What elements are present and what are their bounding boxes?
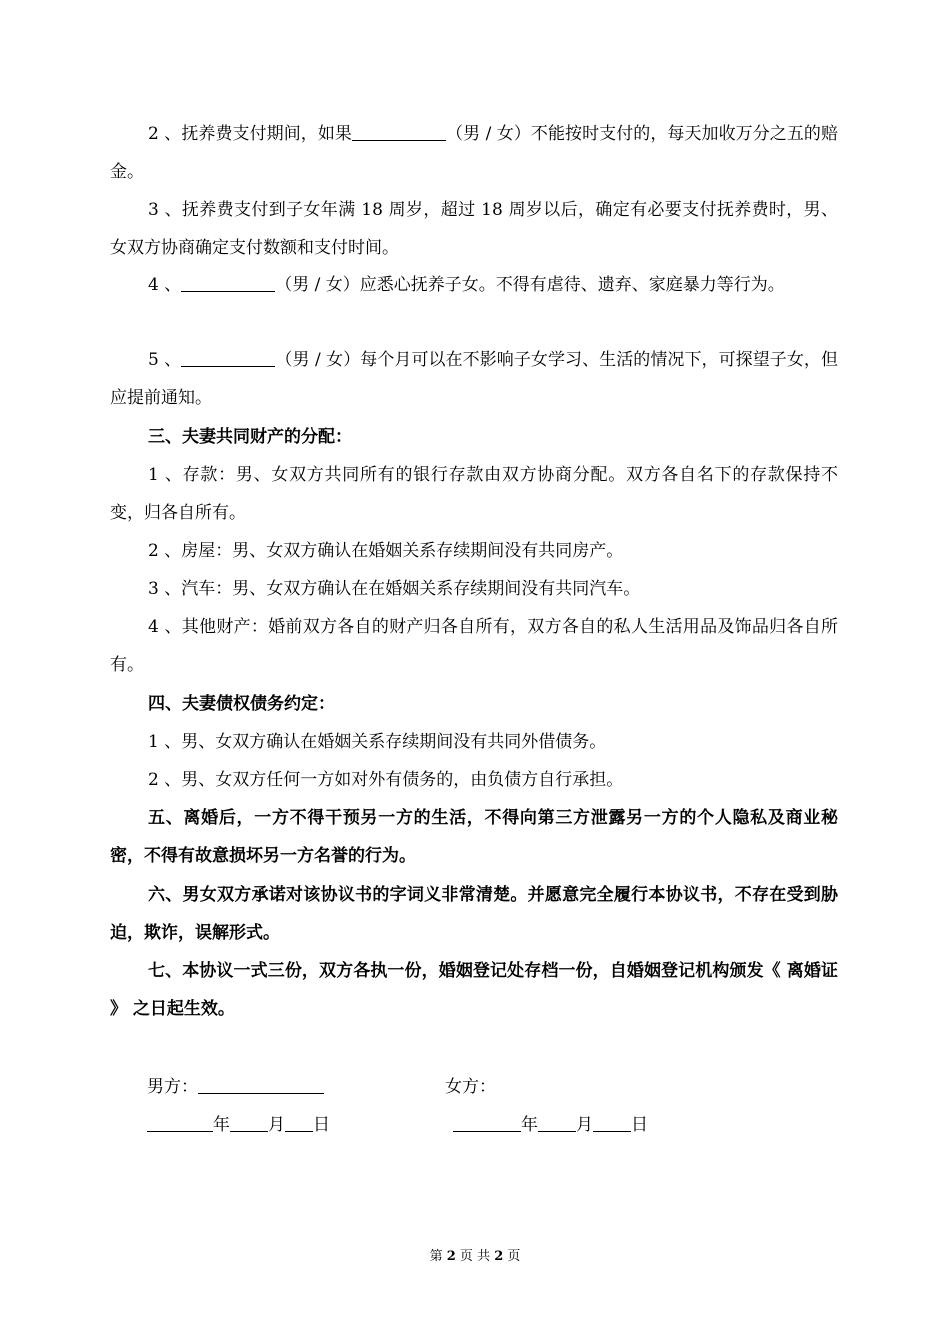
blank-line — [181, 273, 275, 292]
female-signature: 女方： — [445, 1077, 496, 1097]
clause-5: 5 、 （男 / 女）每个月可以在不影响子女学习、生活的情况下，可探望子女，但应提前通知。 — [110, 350, 838, 408]
male-signature: 男方： — [147, 1075, 324, 1099]
blank-line — [352, 122, 446, 141]
year-blank — [453, 1113, 521, 1132]
debt-item-1: 1 、男、女双方确认在婚姻关系存续期间没有共同外借债务。 — [148, 732, 607, 752]
section-heading-property: 三、夫妻共同财产的分配： — [148, 427, 352, 447]
blank-line — [181, 348, 275, 367]
year-blank — [147, 1113, 213, 1132]
article-6: 六、男女双方承诺对该协议书的字词义非常清楚。并愿意完全履行本协议书，不存在受到胁迫，欺诈，误解形式。 — [110, 885, 838, 943]
female-date: 年 月 日 — [453, 1113, 648, 1137]
article-5: 五、离婚后，一方不得干预另一方的生活，不得向第三方泄露另一方的个人隐私及商业秘密，不得有故意损坏另一方名誉的行为。 — [110, 808, 838, 866]
month-blank — [538, 1113, 576, 1132]
property-item-3: 3 、汽车：男、女双方确认在在婚姻关系存续期间没有共同汽车。 — [148, 579, 641, 599]
property-item-4: 4 、其他财产：婚前双方各自的财产归各自所有，双方各自的私人生活用品及饰品归各自所有。 — [110, 617, 838, 675]
male-signature-line — [198, 1075, 324, 1094]
clause-3: 3 、抚养费支付到子女年满 18 周岁，超过 18 周岁以后，确定有必要支付抚养费时，男、女双方协商确定支付数额和支付时间。 — [110, 200, 838, 258]
debt-item-2: 2 、男、女双方任何一方如对外有债务的，由负债方自行承担。 — [148, 770, 624, 790]
day-blank — [285, 1113, 313, 1132]
male-date: 年 月 日 — [147, 1113, 330, 1137]
clause-2: 2 、抚养费支付期间，如果 （男 / 女）不能按时支付的，每天加收万分之五的赔金。 — [110, 124, 838, 182]
month-blank — [230, 1113, 268, 1132]
section-heading-debts: 四、夫妻债权债务约定： — [148, 694, 335, 714]
article-7: 七、本协议一式三份，双方各执一份，婚姻登记处存档一份，自婚姻登记机构颁发《 离婚证 》 之日起生效。 — [110, 961, 838, 1019]
page-footer: 第 2 页 共 2 页 — [429, 1249, 521, 1264]
property-item-1: 1 、存款：男、女双方共同所有的银行存款由双方协商分配。双方各自名下的存款保持不变，归各自所有。 — [110, 465, 838, 523]
property-item-2: 2 、房屋：男、女双方确认在婚姻关系存续期间没有共同房产。 — [148, 541, 624, 561]
clause-4: 4 、 （男 / 女）应悉心抚养子女。不得有虐待、遗弃、家庭暴力等行为。 — [148, 275, 785, 295]
day-blank — [593, 1113, 631, 1132]
